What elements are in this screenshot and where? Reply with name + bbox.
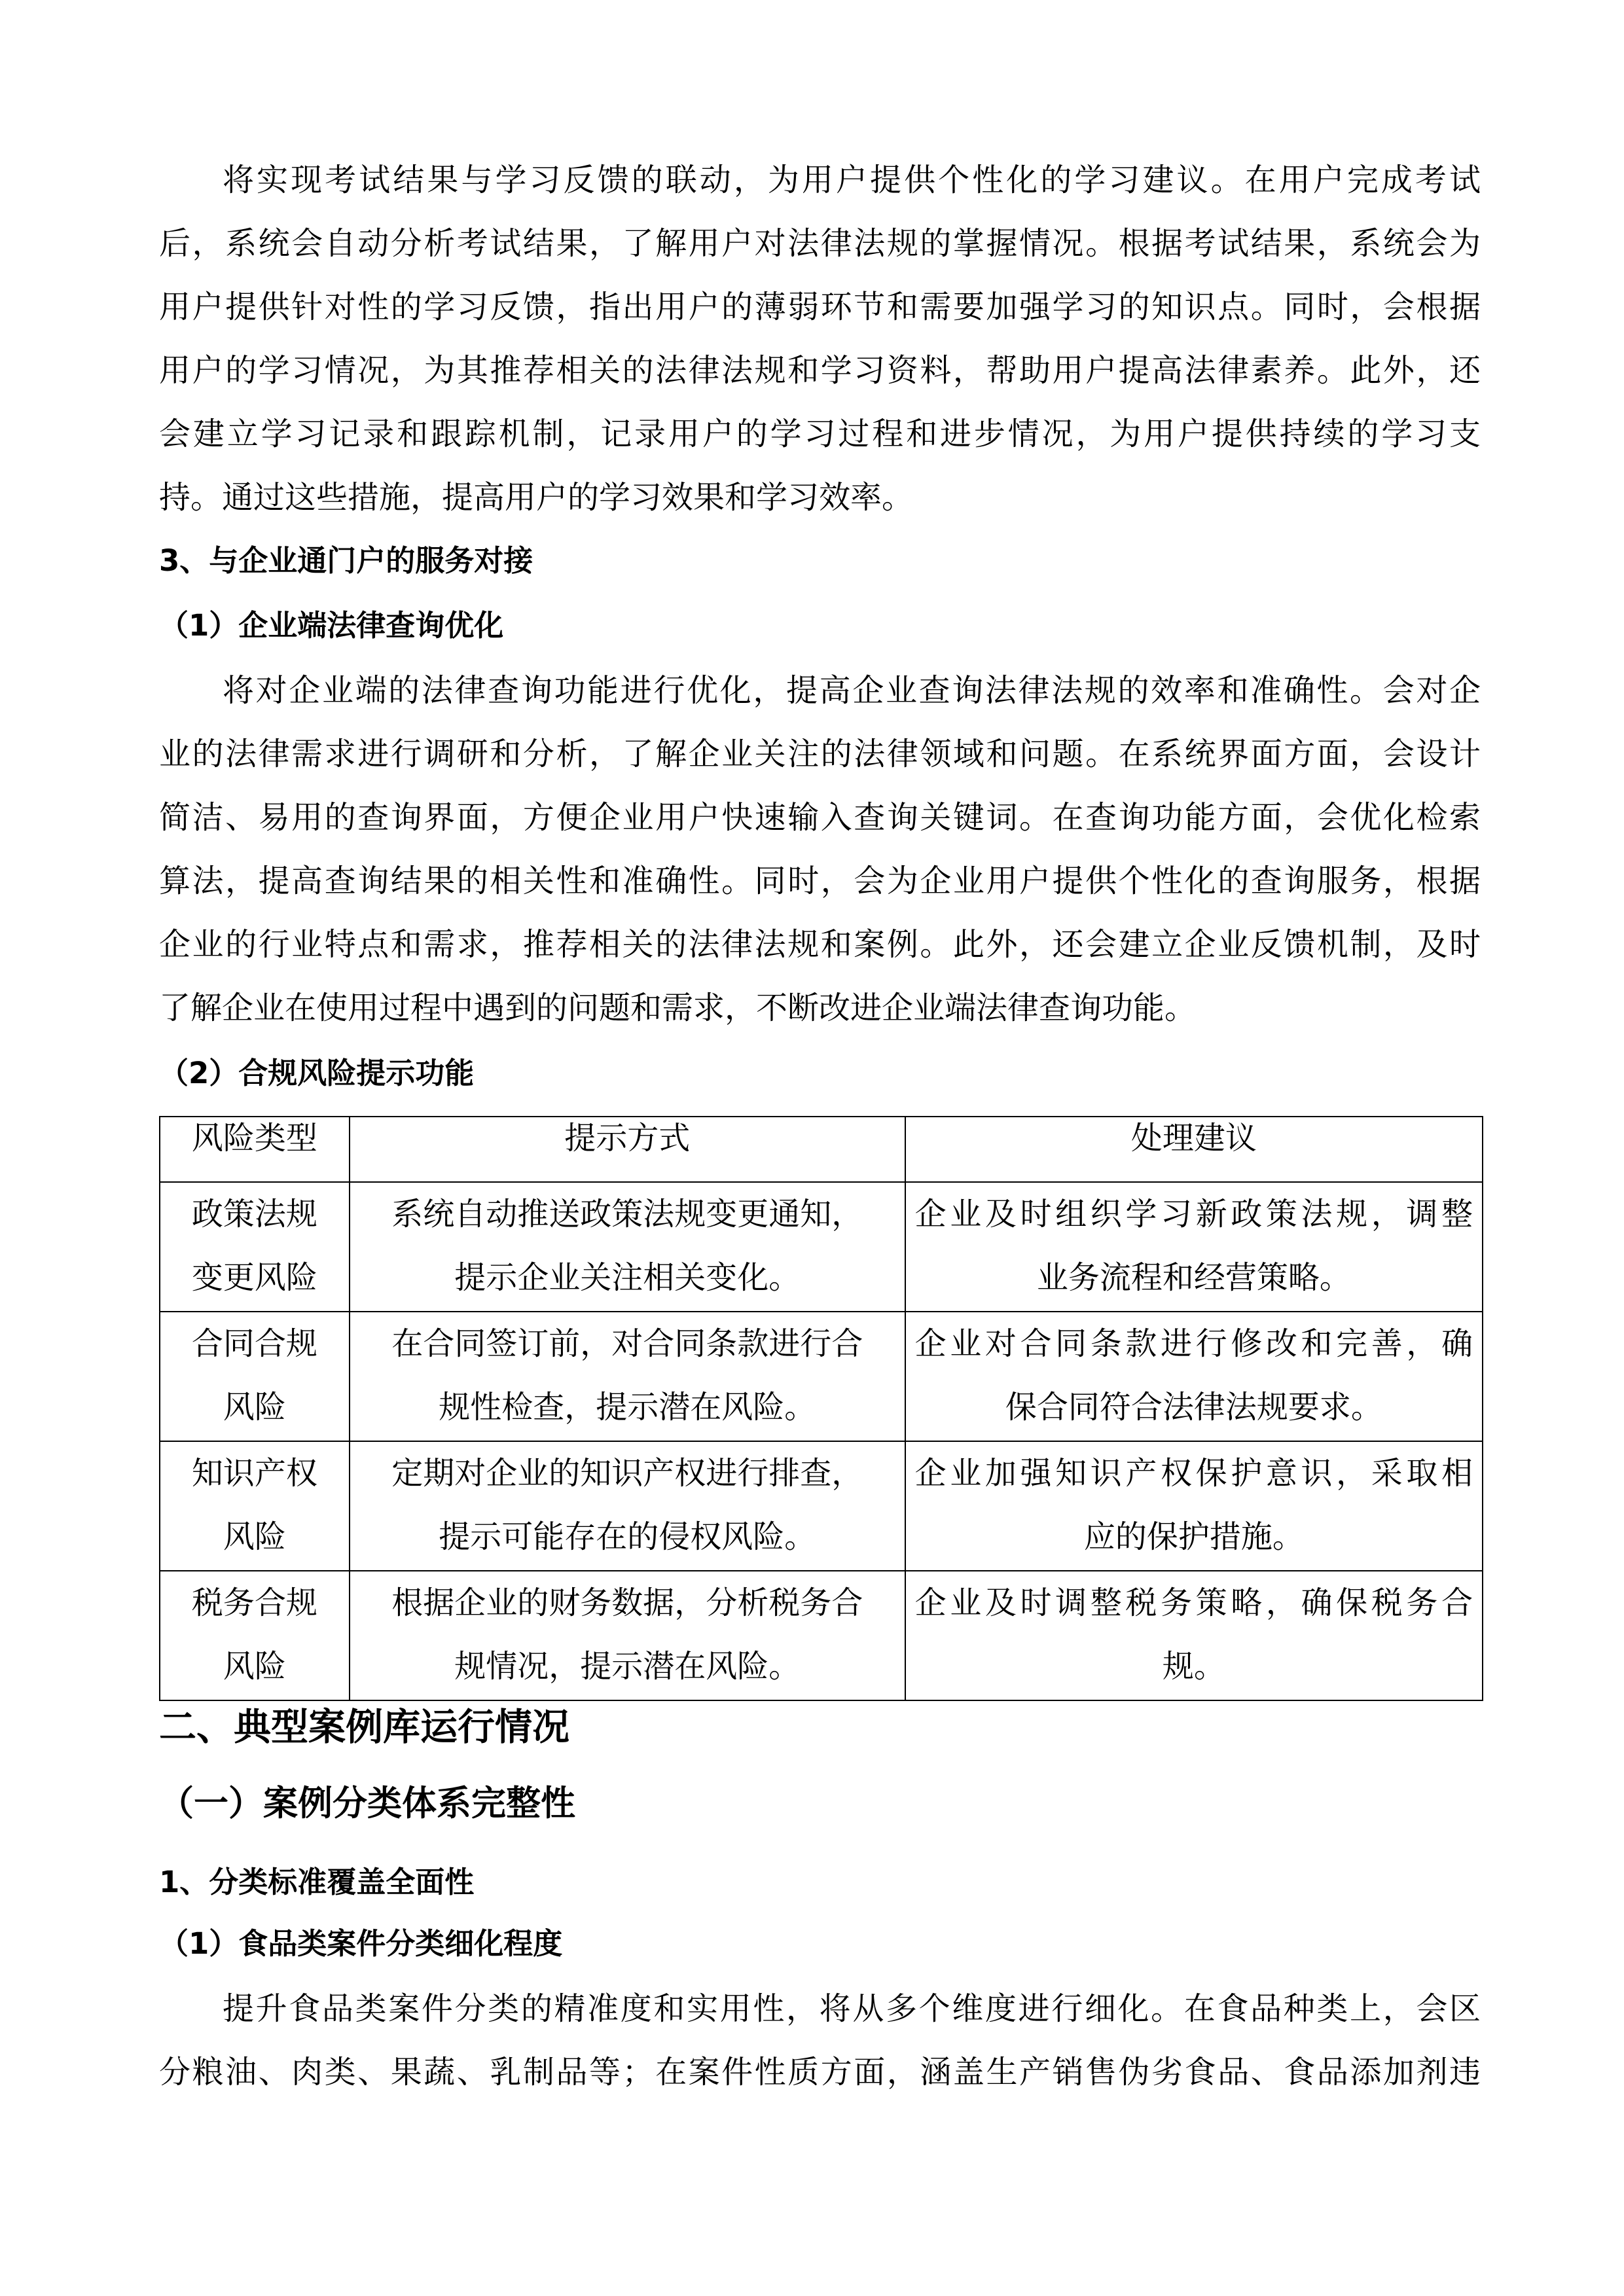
- cell-line: 业务流程和经营策略。: [1036, 1259, 1351, 1296]
- table-header-row: [160, 1117, 1483, 1182]
- cell-line: 应的保护措施。: [1083, 1518, 1304, 1555]
- table-cell: [160, 1441, 350, 1571]
- section-heading: （1）企业端法律查询优化: [159, 608, 504, 643]
- table-header-cell: 处理建议: [905, 1117, 1483, 1182]
- section-heading: （一）案例分类体系完整性: [159, 1784, 575, 1823]
- section-heading: （2）合规风险提示功能: [159, 1056, 475, 1090]
- cell-line: 知识产权: [191, 1455, 317, 1492]
- table-header-cell: 提示方式: [350, 1117, 905, 1182]
- cell-line: 根据企业的财务数据，分析税务合: [391, 1585, 863, 1621]
- table-header-cell: 风险类型: [160, 1117, 350, 1182]
- section-heading: 1、分类标准覆盖全面性: [159, 1865, 475, 1899]
- table-cell: [160, 1312, 350, 1441]
- paragraph-line: 企业的行业特点和需求，推荐相关的法律法规和案例。此外，还会建立企业反馈机制，及时: [159, 926, 1481, 963]
- table-row: [160, 1312, 1483, 1441]
- paragraph-line: 业的法律需求进行调研和分析，了解企业关注的法律领域和问题。在系统界面方面，会设计: [159, 736, 1481, 772]
- cell-line: 变更风险: [191, 1259, 317, 1296]
- paragraph-line: 后，系统会自动分析考试结果，了解用户对法律法规的掌握情况。根据考试结果，系统会为: [159, 225, 1481, 262]
- cell-line: 税务合规: [191, 1585, 317, 1621]
- cell-line: 提示可能存在的侵权风险。: [439, 1518, 816, 1555]
- cell-line: 风险: [223, 1389, 286, 1426]
- cell-line: 规性检查，提示潜在风险。: [439, 1389, 816, 1426]
- cell-line: 在合同签订前，对合同条款进行合: [391, 1325, 863, 1362]
- cell-line: 提示企业关注相关变化。: [454, 1259, 801, 1296]
- cell-line: 保合同符合法律法规要求。: [1005, 1389, 1382, 1426]
- table-cell: [905, 1182, 1483, 1312]
- cell-line: 企业及时组织学习新政策法规，调整: [914, 1196, 1473, 1232]
- section-heading: （1）食品类案件分类细化程度: [159, 1926, 563, 1961]
- cell-line: 政策法规: [191, 1196, 317, 1232]
- table-cell: [905, 1441, 1483, 1571]
- table-cell: [905, 1312, 1483, 1441]
- paragraph-line: 持。通过这些措施，提高用户的学习效果和学习效率。: [159, 479, 914, 516]
- paragraph-line: 算法，提高查询结果的相关性和准确性。同时，会为企业用户提供个性化的查询服务，根据: [159, 863, 1481, 899]
- table-cell: [350, 1441, 905, 1571]
- table-cell: [160, 1182, 350, 1312]
- table-cell: [350, 1182, 905, 1312]
- cell-line: 规。: [1162, 1648, 1225, 1685]
- cell-line: 系统自动推送政策法规变更通知，: [391, 1196, 863, 1232]
- paragraph-line: 用户提供针对性的学习反馈，指出用户的薄弱环节和需要加强学习的知识点。同时，会根据: [159, 289, 1481, 325]
- paragraph-line: 了解企业在使用过程中遇到的问题和需求，不断改进企业端法律查询功能。: [159, 990, 1197, 1026]
- table-row: [160, 1571, 1483, 1700]
- cell-line: 风险: [223, 1518, 286, 1555]
- table-cell: [350, 1571, 905, 1700]
- section-heading: 3、与企业通门户的服务对接: [159, 543, 533, 578]
- paragraph-line: 将对企业端的法律查询功能进行优化，提高企业查询法律法规的效率和准确性。会对企: [223, 672, 1481, 709]
- cell-line: 企业加强知识产权保护意识，采取相: [914, 1455, 1473, 1492]
- paragraph-line: 将实现考试结果与学习反馈的联动，为用户提供个性化的学习建议。在用户完成考试: [223, 162, 1481, 198]
- cell-line: 企业及时调整税务策略，确保税务合: [914, 1585, 1473, 1621]
- cell-line: 合同合规: [191, 1325, 317, 1362]
- table-cell: [905, 1571, 1483, 1700]
- table-cell: [350, 1312, 905, 1441]
- table-row: [160, 1182, 1483, 1312]
- risk-table: [159, 1116, 1483, 1701]
- paragraph-line: 会建立学习记录和跟踪机制，记录用户的学习过程和进步情况，为用户提供持续的学习支: [159, 416, 1481, 452]
- paragraph-line: 分粮油、肉类、果蔬、乳制品等；在案件性质方面，涵盖生产销售伪劣食品、食品添加剂违: [159, 2054, 1481, 2090]
- paragraph-line: 用户的学习情况，为其推荐相关的法律法规和学习资料，帮助用户提高法律素养。此外，还: [159, 352, 1481, 389]
- section-heading: 二、典型案例库运行情况: [159, 1706, 569, 1749]
- paragraph-line: 简洁、易用的查询界面，方便企业用户快速输入查询关键词。在查询功能方面，会优化检索: [159, 799, 1481, 836]
- cell-line: 企业对合同条款进行修改和完善，确: [914, 1325, 1473, 1362]
- table-cell: [160, 1571, 350, 1700]
- paragraph-line: 提升食品类案件分类的精准度和实用性，将从多个维度进行细化。在食品种类上，会区: [223, 1990, 1481, 2027]
- cell-line: 规情况，提示潜在风险。: [454, 1648, 801, 1685]
- table-row: [160, 1441, 1483, 1571]
- cell-line: 定期对企业的知识产权进行排查，: [391, 1455, 863, 1492]
- cell-line: 风险: [223, 1648, 286, 1685]
